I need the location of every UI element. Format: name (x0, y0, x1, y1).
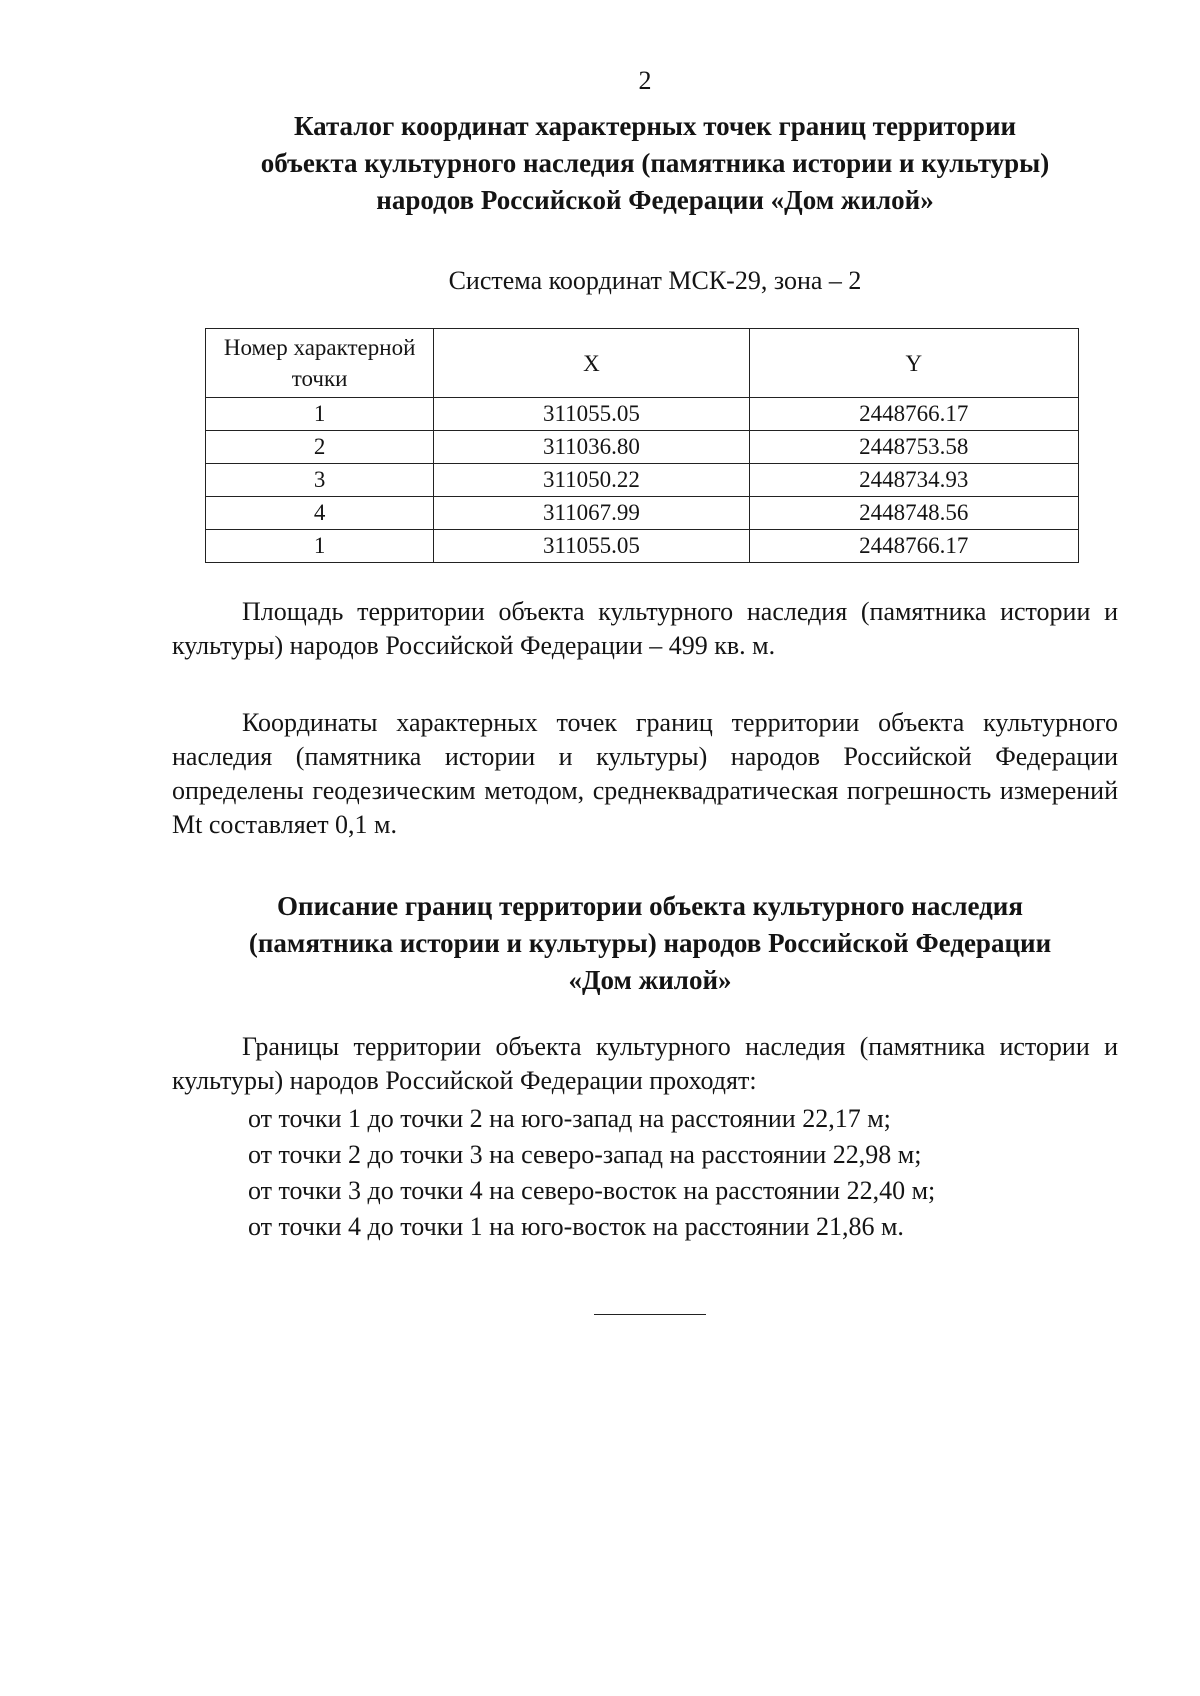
cell-x: 311050.22 (434, 464, 749, 497)
list-item: от точки 4 до точки 1 на юго-восток на расстоянии 21,86 м. (248, 1212, 904, 1241)
cell-x: 311055.05 (434, 530, 749, 563)
catalog-title-line: народов Российской Федерации «Дом жилой» (376, 185, 934, 215)
table-row (206, 431, 1079, 464)
cell-y: 2448748.56 (749, 497, 1078, 530)
header-x: X (434, 329, 749, 398)
list-item: от точки 3 до точки 4 на северо-восток на расстоянии 22,40 м; (248, 1176, 936, 1205)
page-number: 2 (638, 66, 652, 95)
table-row (206, 464, 1079, 497)
cell-x: 311067.99 (434, 497, 749, 530)
boundary-intro-paragraph: Границы территории объекта культурного наследия (памятника истории и культуры) народов Российской Федерации проходят: (172, 1032, 1118, 1095)
table-row (206, 530, 1079, 563)
cell-point: 3 (206, 464, 434, 497)
cell-point: 2 (206, 431, 434, 464)
cell-x: 311055.05 (434, 398, 749, 431)
cell-x: 311036.80 (434, 431, 749, 464)
cell-point: 4 (206, 497, 434, 530)
end-divider (594, 1314, 706, 1315)
list-item: от точки 1 до точки 2 на юго-запад на расстоянии 22,17 м; (248, 1104, 891, 1133)
catalog-title-line: объекта культурного наследия (памятника истории и культуры) (260, 148, 1050, 178)
description-title-line: «Дом жилой» (568, 965, 732, 995)
coordinates-table (205, 328, 1079, 563)
boundary-segments-list (248, 1101, 935, 1245)
cell-y: 2448753.58 (749, 431, 1078, 464)
area-paragraph: Площадь территории объекта культурного наследия (памятника истории и культуры) народов Российской Федерации – 499 кв. м. (172, 597, 1118, 660)
table-row (206, 497, 1079, 530)
catalog-title-line: Каталог координат характерных точек границ территории (293, 111, 1017, 141)
cell-y: 2448734.93 (749, 464, 1078, 497)
list-item: от точки 2 до точки 3 на северо-запад на расстоянии 22,98 м; (248, 1140, 922, 1169)
description-title-line: Описание границ территории объекта культурного наследия (277, 891, 1023, 921)
cell-point: 1 (206, 398, 434, 431)
accuracy-paragraph: Координаты характерных точек границ территории объекта культурного наследия (памятника истории и культуры) народов Российской Федерации определены геодезическим методом, среднеквадратическая погрешность измерений Mt составляет 0,1 м. (172, 708, 1118, 839)
header-point-number: Номер характерной точки (206, 329, 434, 398)
header-y: Y (749, 329, 1078, 398)
catalog-title (175, 108, 1135, 219)
cell-point: 1 (206, 530, 434, 563)
description-title-line: (памятника истории и культуры) народов Российской Федерации (248, 928, 1052, 958)
cell-y: 2448766.17 (749, 530, 1078, 563)
coordinate-system: Система координат МСК-29, зона – 2 (448, 266, 862, 295)
description-title (170, 888, 1130, 999)
table-header-row (206, 329, 1079, 398)
cell-y: 2448766.17 (749, 398, 1078, 431)
table-row (206, 398, 1079, 431)
